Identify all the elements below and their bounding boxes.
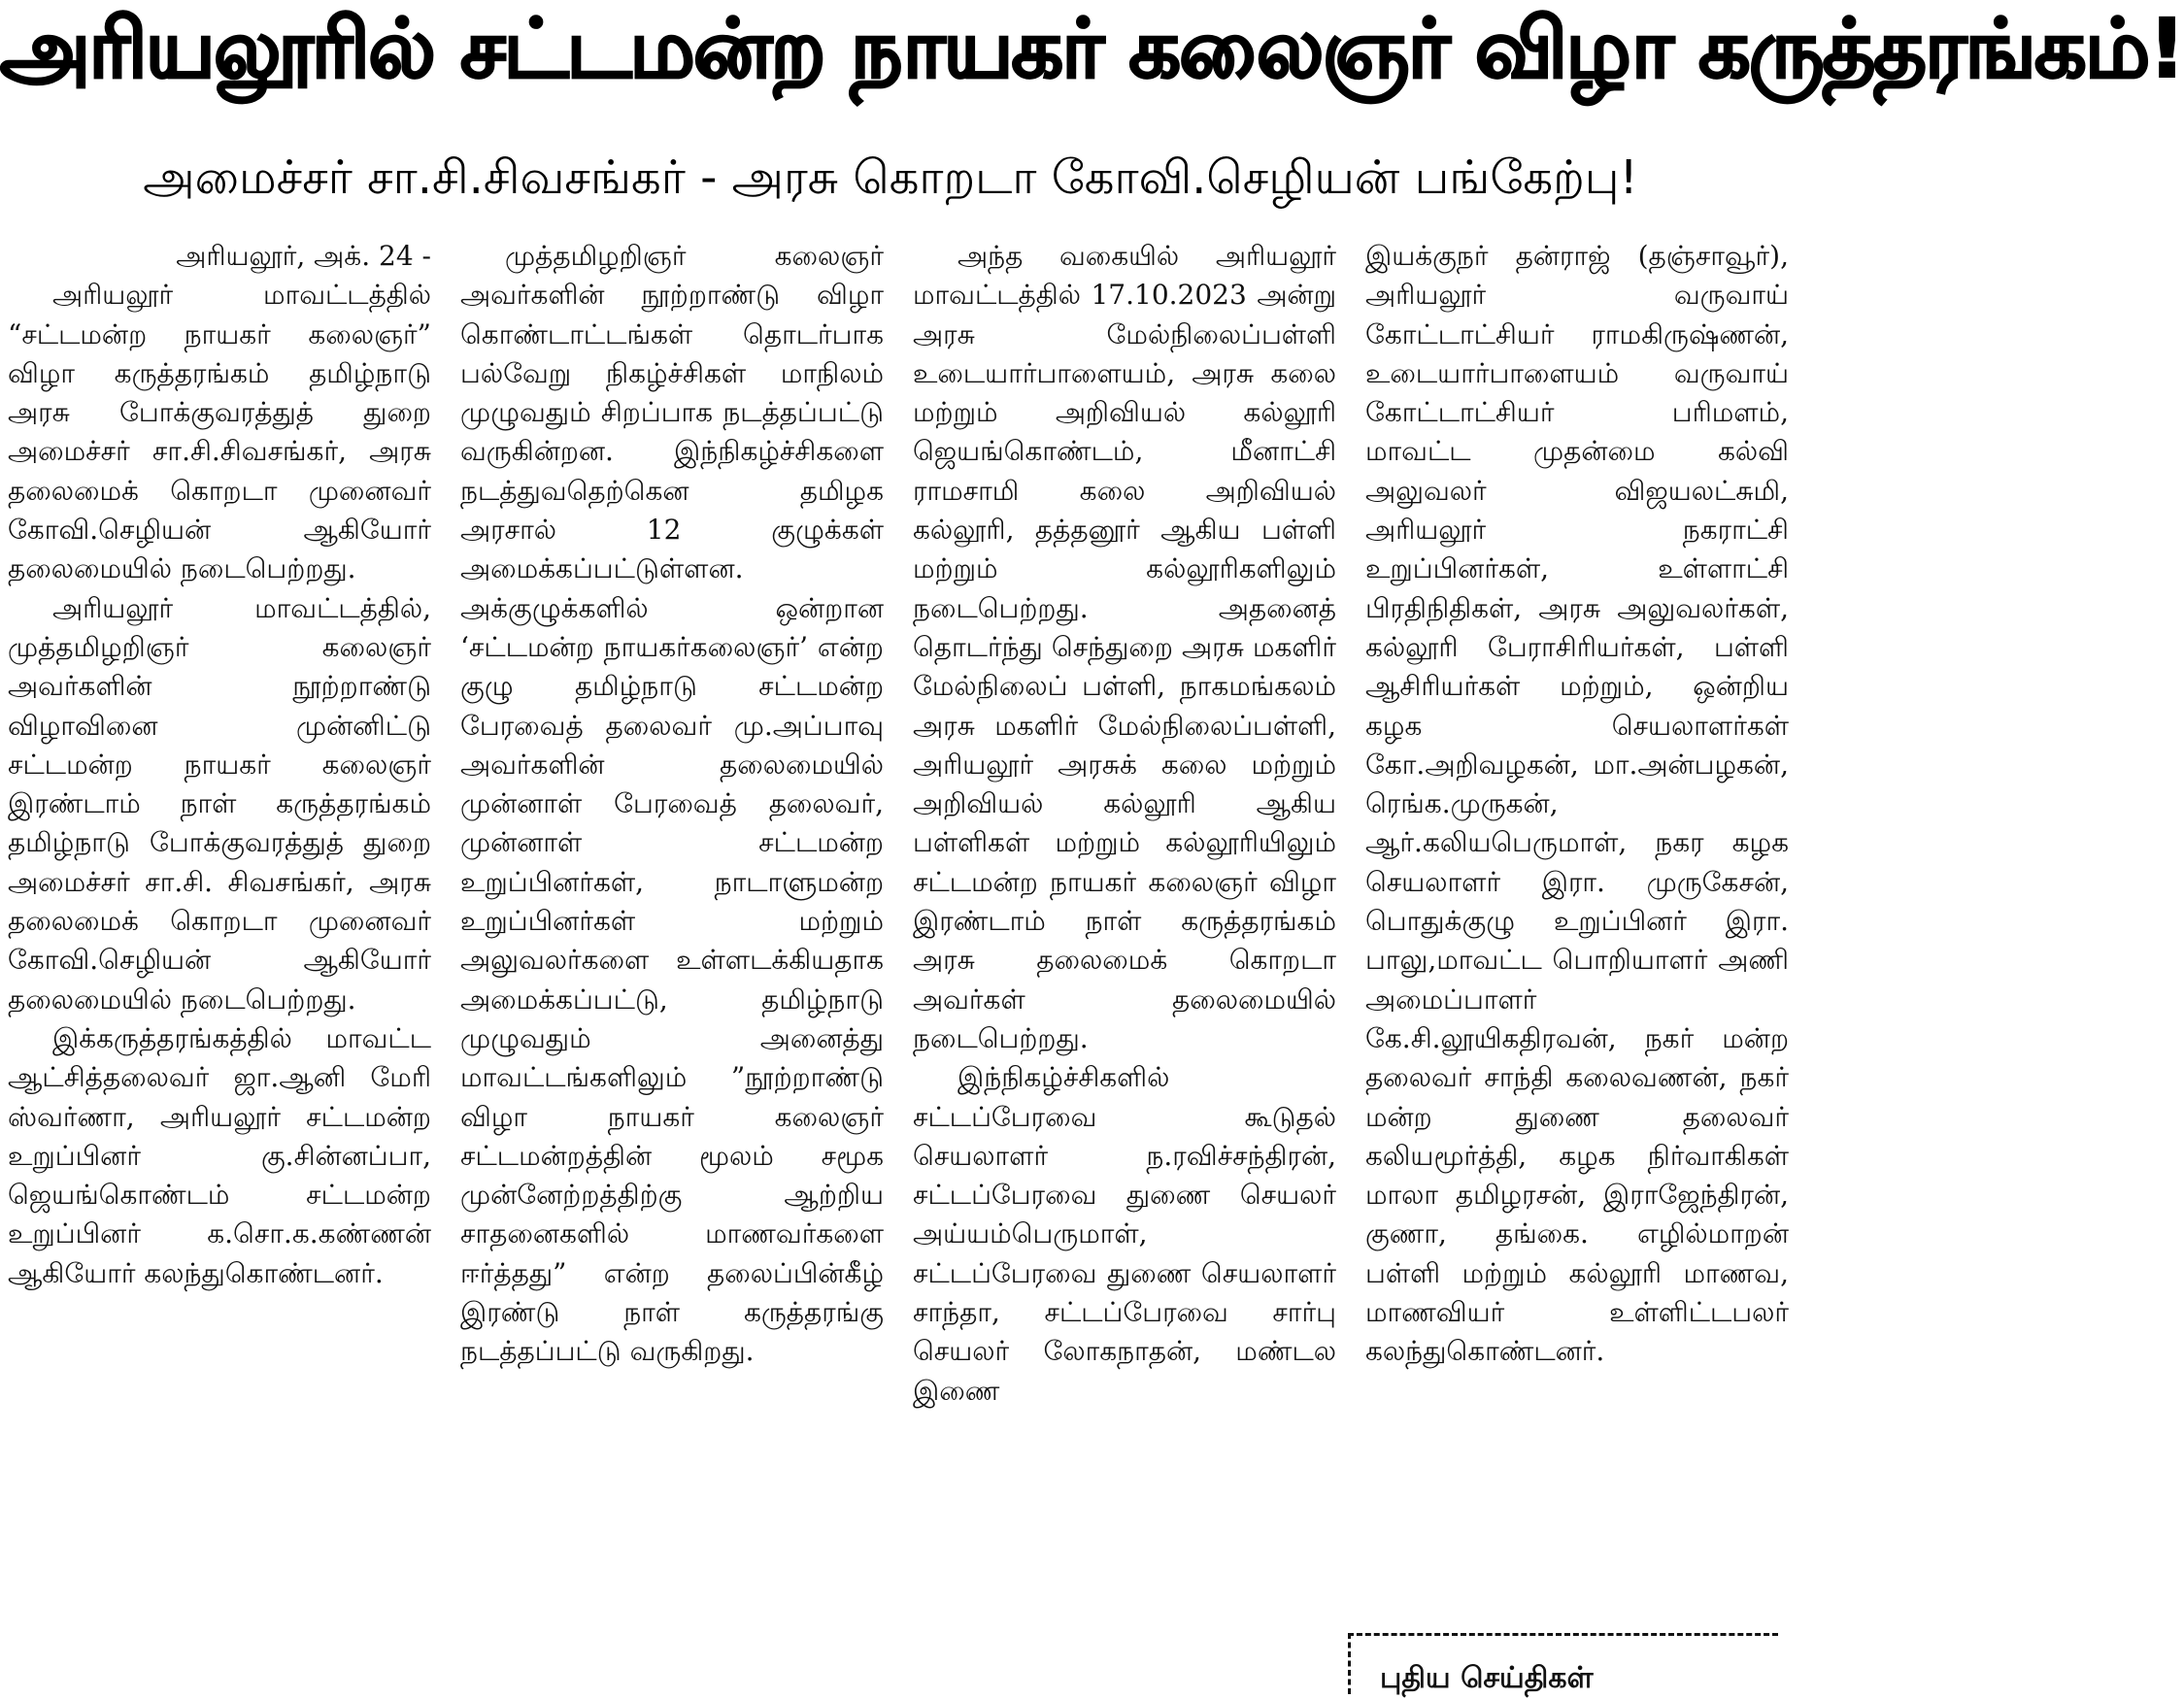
next-article-fragment: புதிய செய்திகள் — [1380, 1661, 1594, 1695]
subheadline: அமைச்சர் சா.சி.சிவசங்கர் - அரசு கொறடா கோவி.செழியன் பங்கேற்பு! — [143, 150, 1638, 205]
paragraph: அரியலூர் மாவட்டத்தில், முத்தமிழறிஞர் கலைஞர் அவர்களின் நூற்றாண்டு விழாவினை முன்னிட்டு சட்டமன்ற நாயகர் கலைஞர் இரண்டாம் நாள் கருத்தரங்கம் தமிழ்நாடு போக்குவரத்துத் துறை அமைச்சர் சா.சி. சிவசங்கர், அரசு தலைமைக் கொறடா முனைவர் கோவி.செழியன் ஆகியோர் தலைமையில் நடைபெற்றது. — [8, 591, 431, 1016]
next-article-box — [1348, 1633, 1778, 1694]
article-column-2 — [460, 237, 884, 1680]
paragraph: இக்கருத்தரங்கத்தில் மாவட்ட ஆட்சித்தலைவர் ஜா.ஆனி மேரி ஸ்வர்ணா, அரியலூர் சட்டமன்ற உறுப்பினர் கு.சின்னப்பா, ஜெயங்கொண்டம் சட்டமன்ற உறுப்பினர் க.சொ.க.கண்ணன் ஆகியோர் கலந்துகொண்டனர். — [8, 1021, 431, 1289]
article-column-4 — [1365, 237, 1789, 1680]
paragraph: அரியலூர் மாவட்டத்தில் “சட்டமன்ற நாயகர் கலைஞர்” விழா கருத்தரங்கம் தமிழ்நாடு அரசு போக்குவரத்துத் துறை அமைச்சர் சா.சி.சிவசங்கர், அரசு தலைமைக் கொறடா முனைவர் கோவி.செழியன் ஆகியோர் தலைமையில் நடைபெற்றது. — [8, 279, 431, 585]
article-column-3 — [913, 237, 1336, 1680]
dateline: அரியலூர், அக். 24 - — [176, 240, 431, 272]
article-columns — [8, 237, 1789, 1680]
paragraph: இந்நிகழ்ச்சிகளில் சட்டப்பேரவை கூடுதல் செயலாளர் ந.ரவிச்சந்திரன், சட்டப்பேரவை துணை செயலர் அய்யம்பெருமாள், சட்டப்பேரவை துணை செயலாளர் சாந்தா, சட்டப்பேரவை சார்பு செயலர் லோகநாதன், மண்டல இணை — [913, 1061, 1336, 1407]
paragraph: அந்த வகையில் அரியலூர் மாவட்டத்தில் 17.10.2023 அன்று அரசு மேல்நிலைப்பள்ளி உடையார்பாளையம், அரசு கலை மற்றும் அறிவியல் கல்லூரி ஜெயங்கொண்டம், மீனாட்சி ராமசாமி கலை அறிவியல் கல்லூரி, தத்தனூர் ஆகிய பள்ளி மற்றும் கல்லூரிகளிலும் நடைபெற்றது. அதனைத் தொடர்ந்து செந்துறை அரசு மகளிர் மேல்நிலைப் பள்ளி, நாகமங்கலம் அரசு மகளிர் மேல்நிலைப்பள்ளி, அரியலூர் அரசுக் கலை மற்றும் அறிவியல் கல்லூரி ஆகிய பள்ளிகள் மற்றும் கல்லூரியிலும் சட்டமன்ற நாயகர் கலைஞர் விழா இரண்டாம் நாள் கருத்தரங்கம் அரசு தலைமைக் கொறடா அவர்கள் தலைமையில் நடைபெற்றது. — [913, 240, 1336, 1054]
headline: அரியலூரில் சட்டமன்ற நாயகர் கலைஞர் விழா கருத்தரங்கம்! — [0, 1, 2184, 96]
article-column-1 — [8, 237, 431, 1680]
paragraph: முத்தமிழறிஞர் கலைஞர் அவர்களின் நூற்றாண்டு விழா கொண்டாட்டங்கள் தொடர்பாக பல்வேறு நிகழ்ச்சிகள் மாநிலம் முழுவதும் சிறப்பாக நடத்தப்பட்டு வருகின்றன. இந்நிகழ்ச்சிகளை நடத்துவதெற்கென தமிழக அரசால் 12 குழுக்கள் அமைக்கப்பட்டுள்ளன. அக்குழுக்களில் ஒன்றான ‘சட்டமன்ற நாயகர்கலைஞர்’ என்ற குழு தமிழ்நாடு சட்டமன்ற பேரவைத் தலைவர் மு.அப்பாவு அவர்களின் தலைமையில் முன்னாள் பேரவைத் தலைவர், முன்னாள் சட்டமன்ற உறுப்பினர்கள், நாடாளுமன்ற உறுப்பினர்கள் மற்றும் அலுவலர்களை உள்ளடக்கியதாக அமைக்கப்பட்டு, தமிழ்நாடு முழுவதும் அனைத்து மாவட்டங்களிலும் ”நூற்றாண்டு விழா நாயகர் கலைஞர் சட்டமன்றத்தின் மூலம் சமூக முன்னேற்றத்திற்கு ஆற்றிய சாதனைகளில் மாணவர்களை ஈர்த்தது” என்ற தலைப்பின்கீழ் இரண்டு நாள் கருத்தரங்கு நடத்தப்பட்டு வருகிறது. — [460, 240, 884, 1368]
paragraph: இயக்குநர் தன்ராஜ் (தஞ்சாவூர்), அரியலூர் வருவாய் கோட்டாட்சியர் ராமகிருஷ்ணன், உடையார்பாளையம் வருவாய் கோட்டாட்சியர் பரிமளம், மாவட்ட முதன்மை கல்வி அலுவலர் விஜயலட்சுமி, அரியலூர் நகராட்சி உறுப்பினர்கள், உள்ளாட்சி பிரதிநிதிகள், அரசு அலுவலர்கள், கல்லூரி பேராசிரியர்கள், பள்ளி ஆசிரியர்கள் மற்றும், ஒன்றிய கழக செயலாளர்கள் கோ.அறிவழகன், மா.அன்பழகன், ரெங்க.முருகன், ஆர்.கலியபெருமாள், நகர கழக செயலாளர் இரா. முருகேசன், பொதுக்குழு உறுப்பினர் இரா. பாலு,மாவட்ட பொறியாளர் அணி அமைப்பாளர் கே.சி.லூயிகதிரவன், நகர் மன்ற தலைவர் சாந்தி கலைவணன், நகர் மன்ற துணை தலைவர் கலியமூர்த்தி, கழக நிர்வாகிகள் மாலா தமிழரசன், இராஜேந்திரன், குணா, தங்கை. எழில்மாறன் பள்ளி மற்றும் கல்லூரி மாணவ, மாணவியர் உள்ளிட்டபலர் கலந்துகொண்டனர். — [1365, 240, 1789, 1368]
